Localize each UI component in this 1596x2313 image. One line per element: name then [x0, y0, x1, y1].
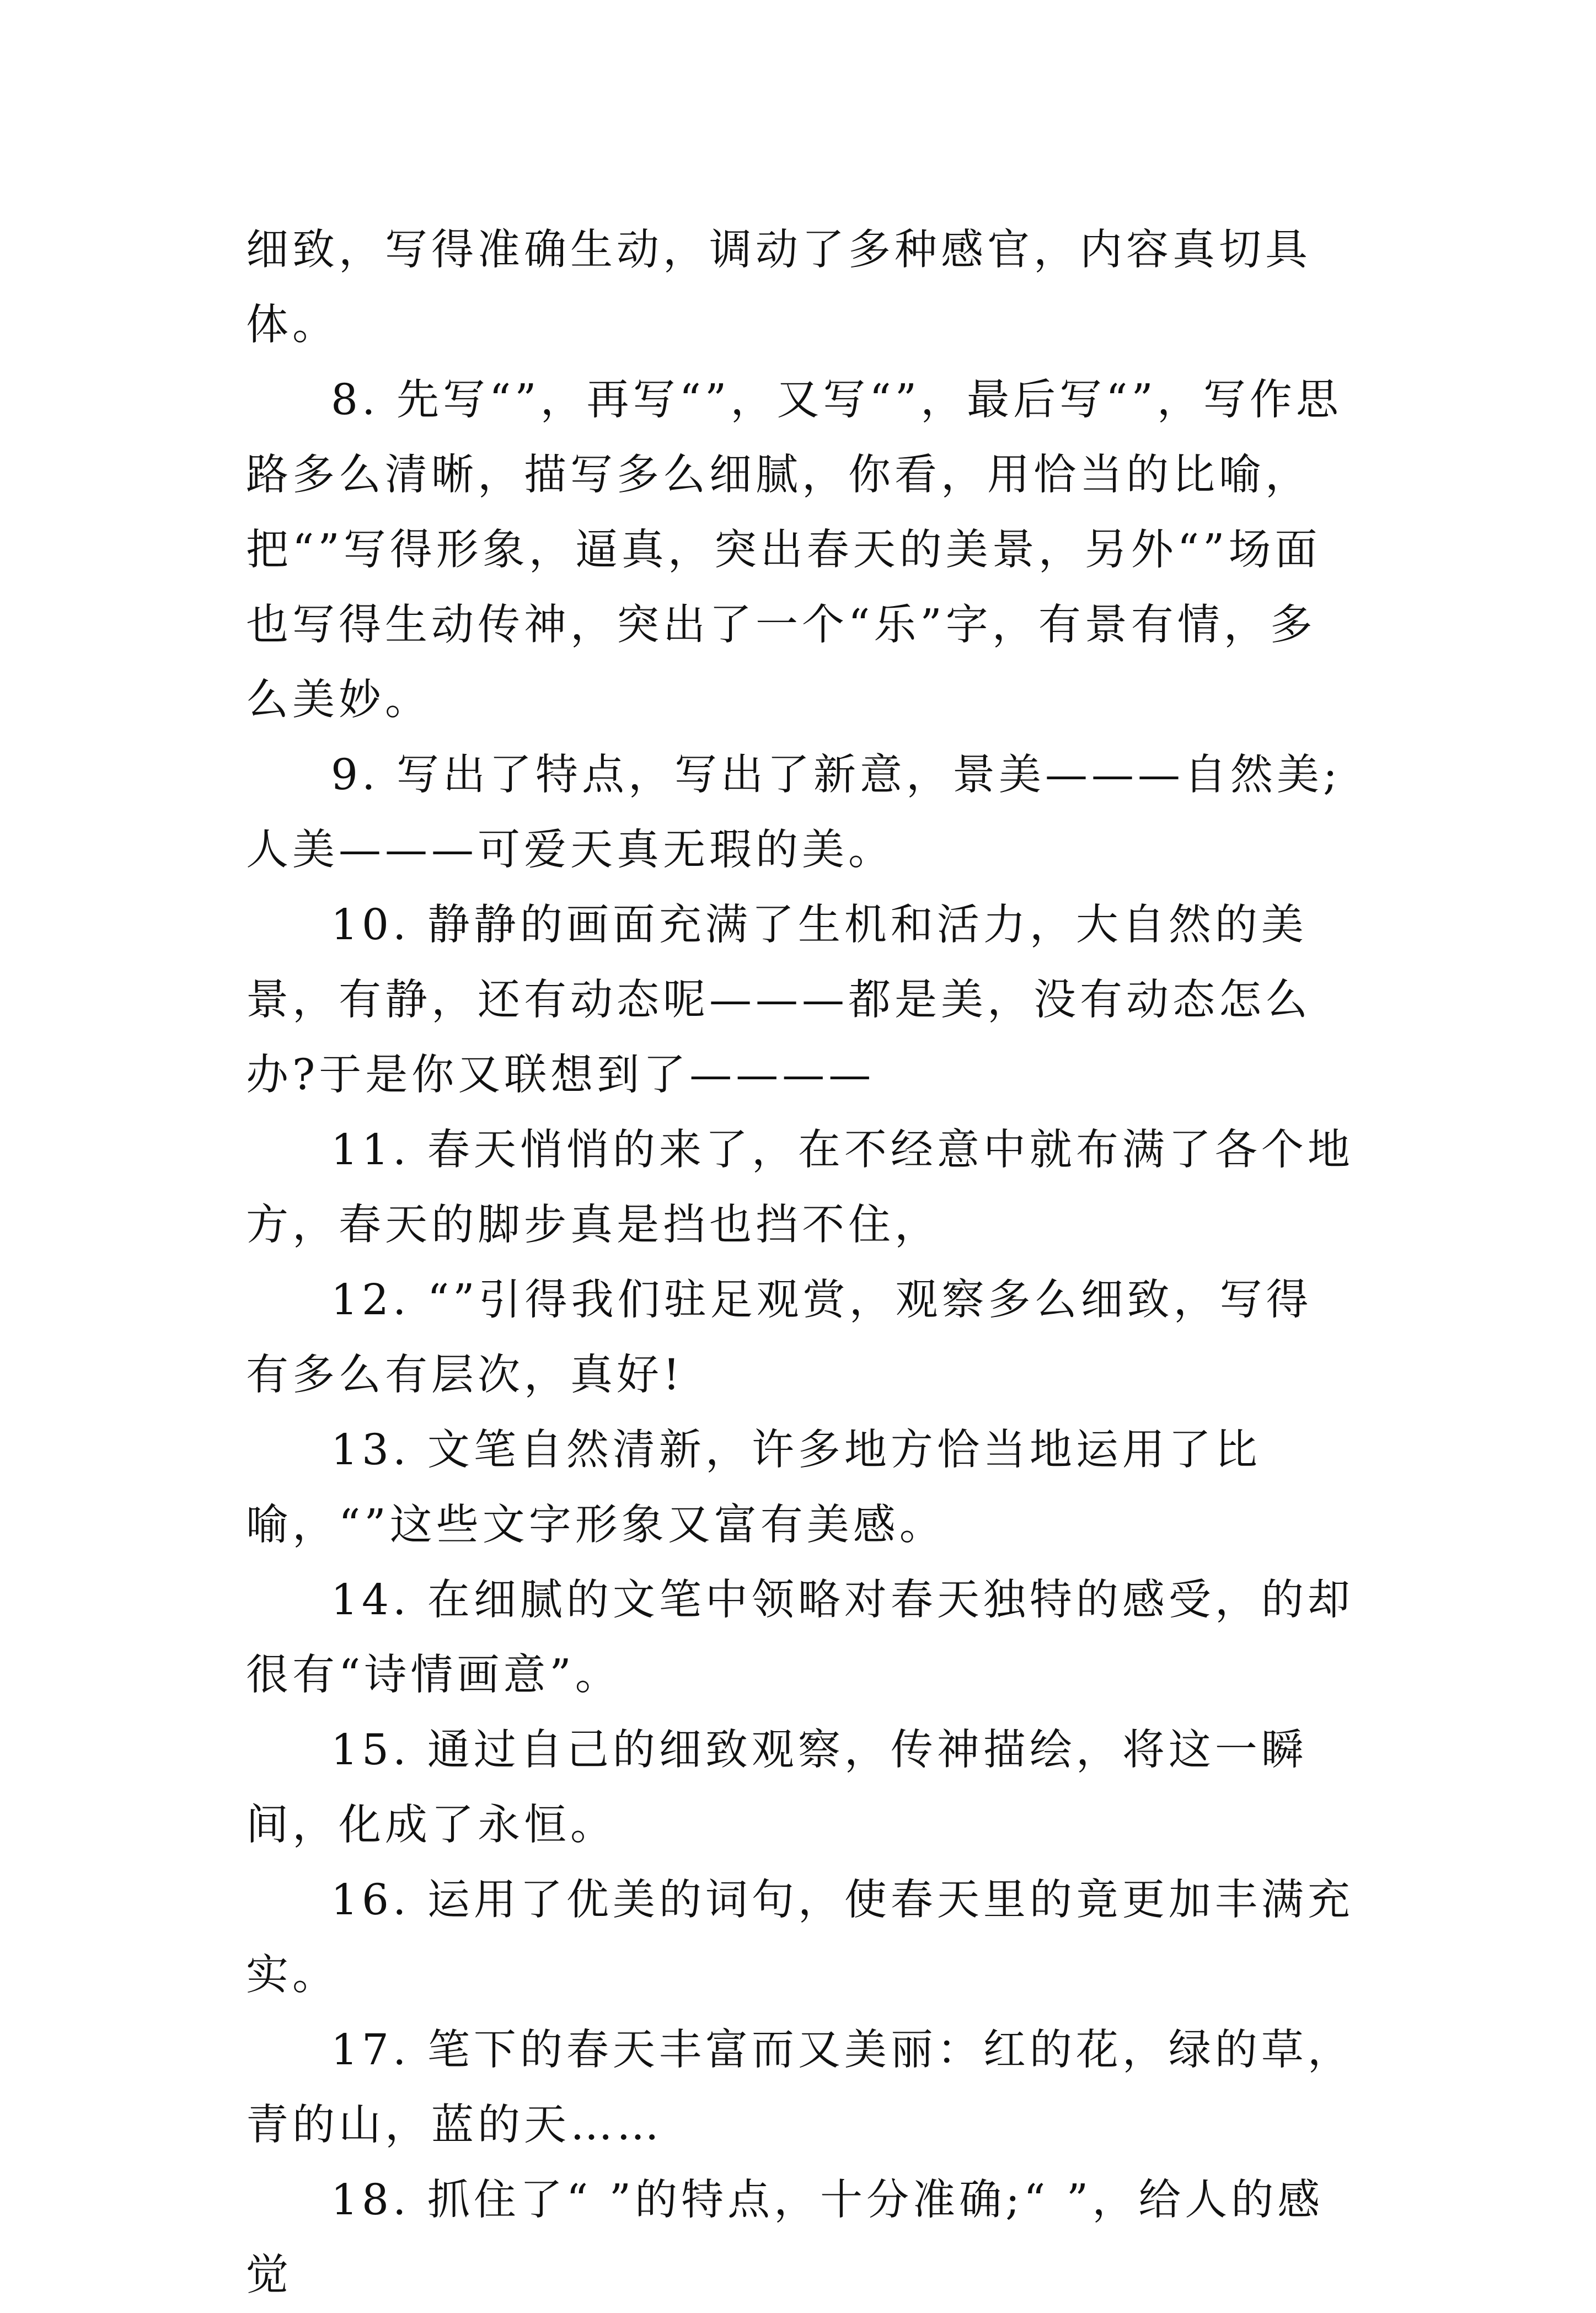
paragraph-item-18: 18. 抓住了“ ”的特点，十分准确;“ ”，给人的感觉 — [246, 2176, 1324, 2300]
paragraph-item-17: 17. 笔下的春天丰富而又美丽：红的花，绿的草，青的山，蓝的天…… — [246, 2026, 1354, 2150]
paragraph-item-9: 9. 写出了特点，写出了新意，景美———自然美;人美———可爱天真无瑕的美。 — [246, 751, 1341, 875]
paragraph-item-13: 13. 文笔自然清新，许多地方恰当地运用了比喻，“”这些文字形象又富有美感。 — [246, 1426, 1261, 1550]
paragraph-item-11: 11. 春天悄悄的来了，在不经意中就布满了各个地方，春天的脚步真是挡也挡不住， — [246, 1126, 1354, 1250]
paragraph-item-15: 15. 通过自己的细致观察，传神描绘，将这一瞬间，化成了永恒。 — [246, 1726, 1308, 1850]
document-body — [246, 213, 1354, 2313]
paragraph-continuation: 细致，写得准确生动，调动了多种感官，内容真切具体。 — [246, 226, 1311, 350]
paragraph-item-16: 16. 运用了优美的词句，使春天里的竟更加丰满充实。 — [246, 1876, 1354, 2000]
paragraph-item-12: 12. “”引得我们驻足观赏，观察多么细致，写得有多么有层次，真好! — [246, 1276, 1313, 1400]
paragraph-item-10: 10. 静静的画面充满了生机和活力，大自然的美景，有静，还有动态呢———都是美，没有动态怎么办?于是你又联想到了———— — [246, 901, 1311, 1100]
paragraph-item-8: 8. 先写“”，再写“”，又写“”，最后写“”，写作思路多么清晰，描写多么细腻，你看，用恰当的比喻，把“”写得形象，逼真，突出春天的美景，另外“”场面也写得生动传神，突出了一个“乐”字，有景有情，多么美妙。 — [246, 376, 1342, 725]
paragraph-item-14: 14. 在细腻的文笔中领略对春天独特的感受，的却很有“诗情画意”。 — [246, 1576, 1354, 1700]
